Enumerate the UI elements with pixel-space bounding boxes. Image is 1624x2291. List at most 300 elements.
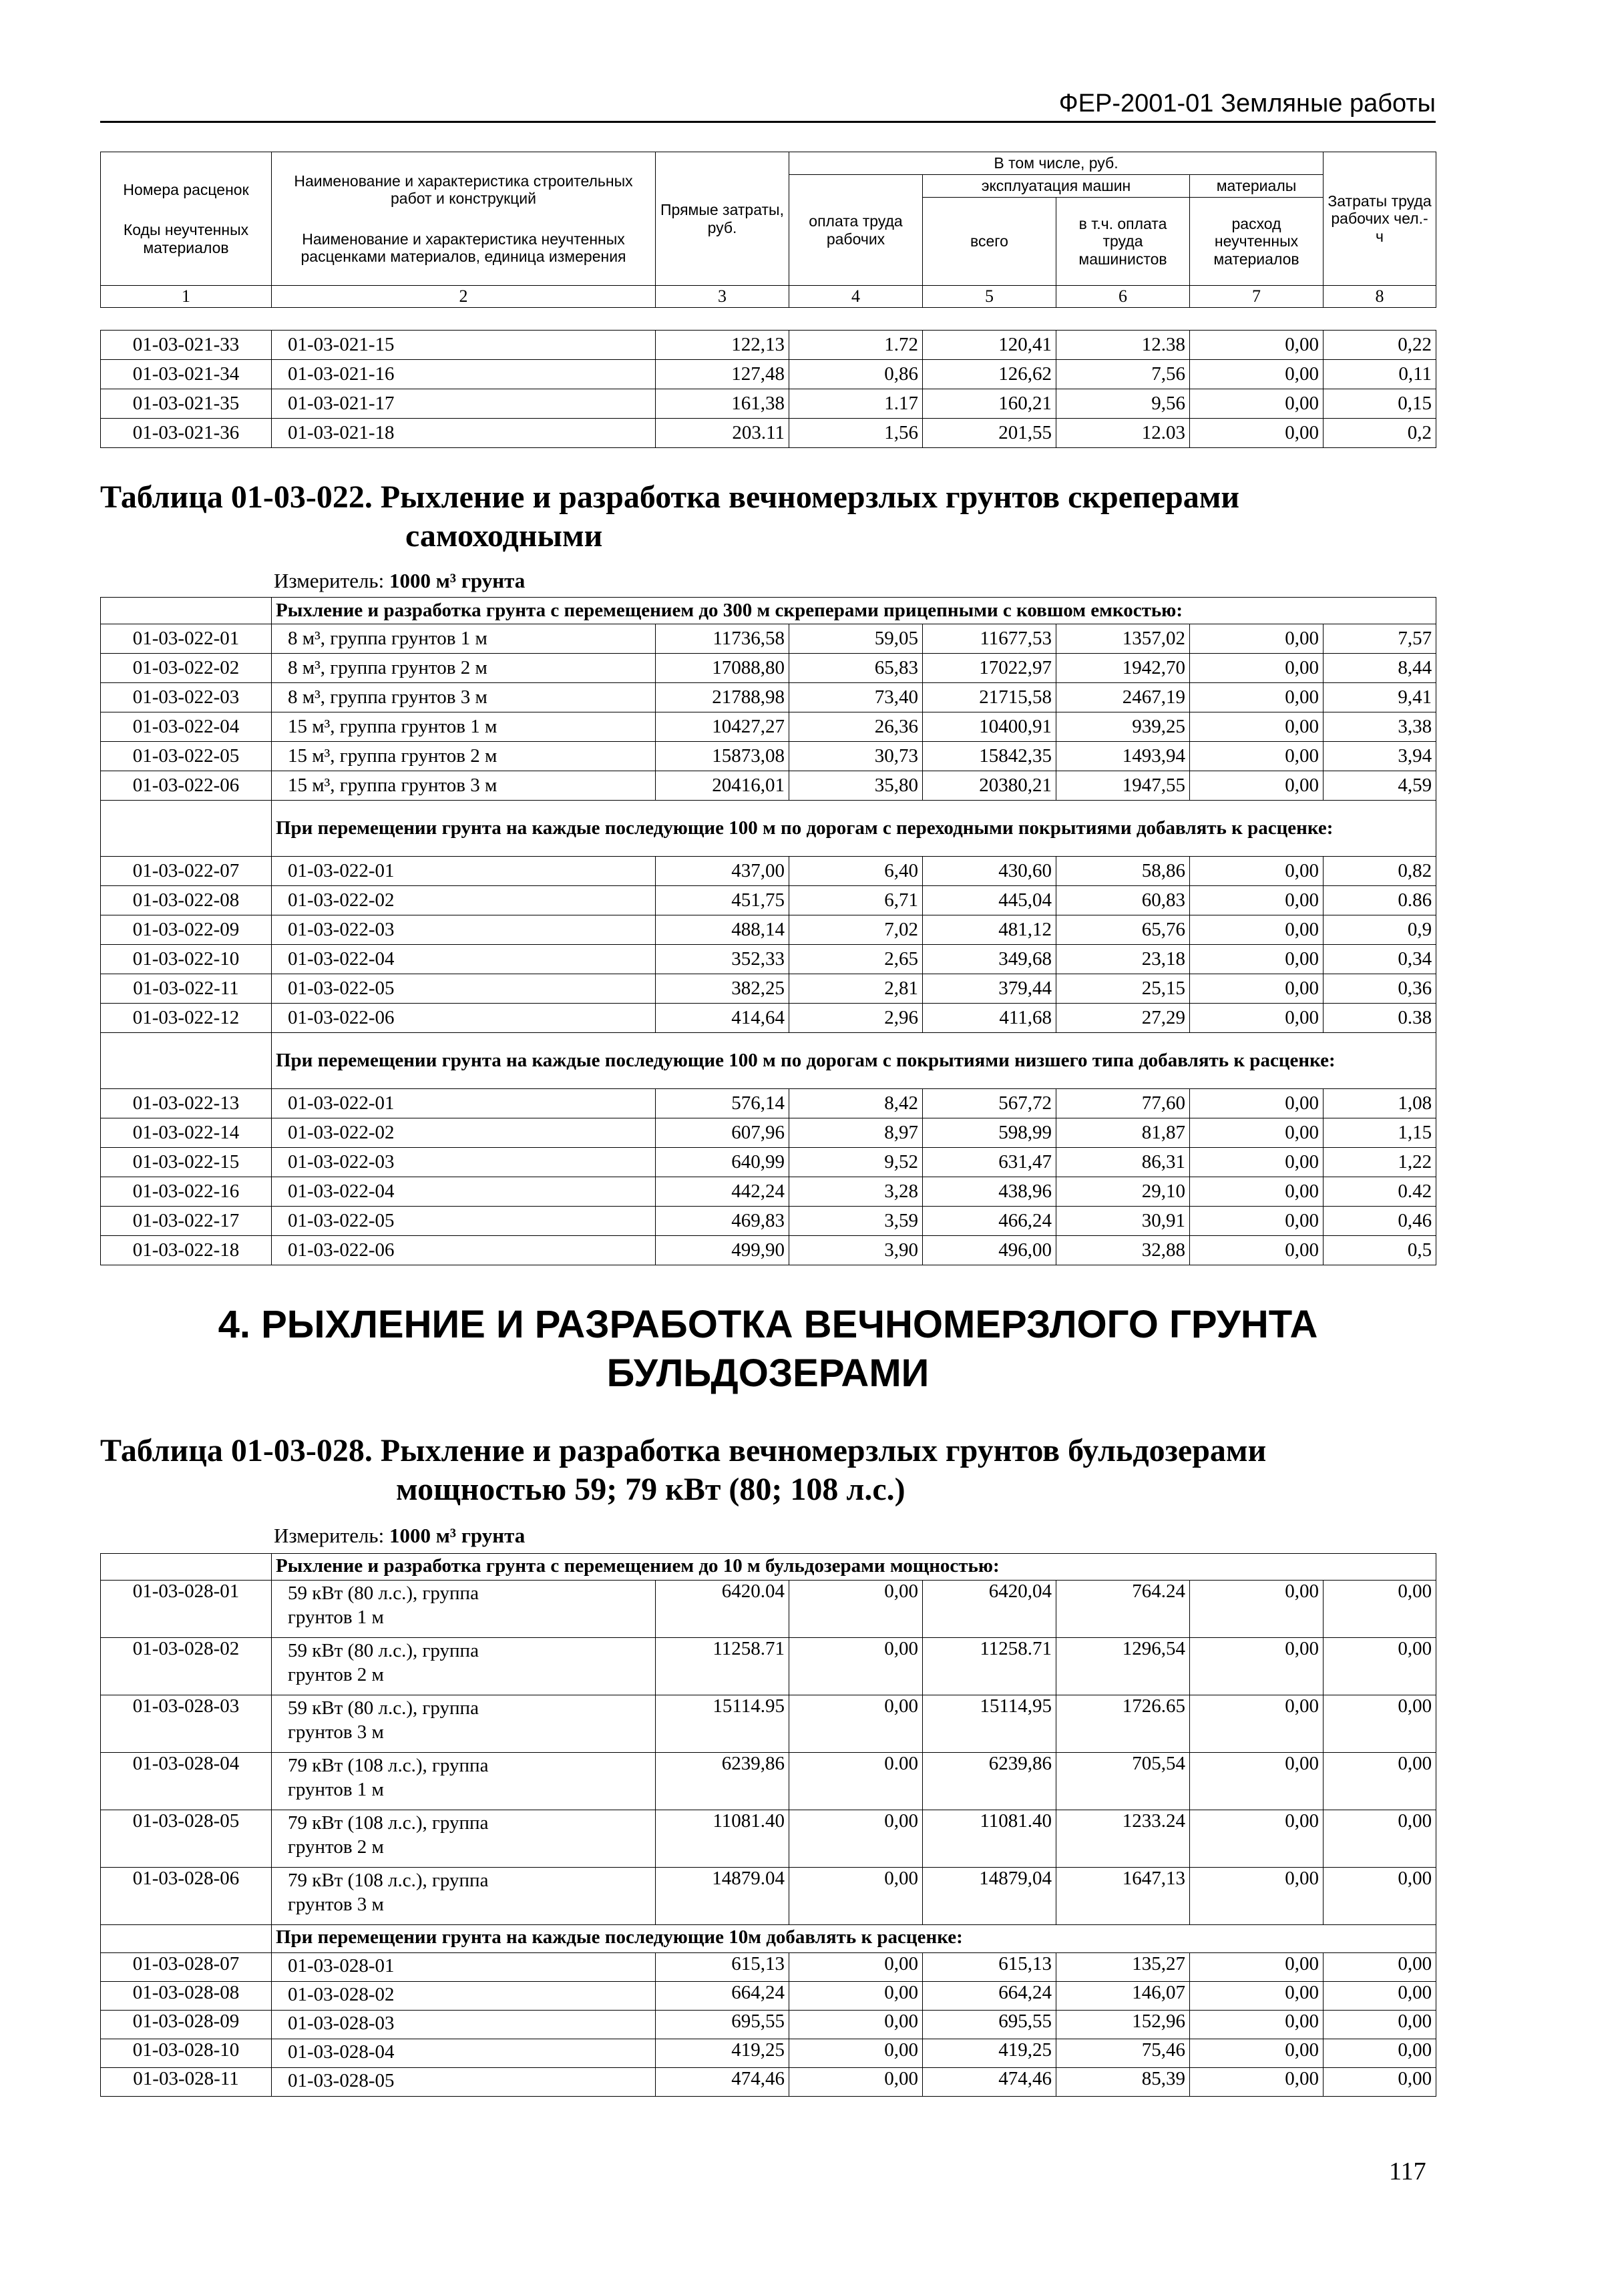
materials-cell: 0,00 <box>1190 360 1324 389</box>
materials-cell: 0,00 <box>1190 712 1324 742</box>
page-number: 117 <box>1389 2157 1426 2185</box>
table-row <box>101 1695 1436 1753</box>
table-row <box>101 654 1436 683</box>
table-022-title: Таблица 01-03-022. Рыхление и разработка вечномерзлых грунтов скреперами самоходными <box>100 479 1240 554</box>
rate-code-cell: 01-03-028-07 <box>101 1953 272 1982</box>
materials-cell: 0,00 <box>1190 654 1324 683</box>
machinists-pay-cell: 9,56 <box>1056 389 1190 419</box>
section-4-heading: 4. РЫХЛЕНИЕ И РАЗРАБОТКА ВЕЧНОМЕРЗЛОГО ГРУНТА БУЛЬДОЗЕРАМИ <box>218 1303 1318 1395</box>
rate-code-cell: 01-03-028-03 <box>101 1695 272 1753</box>
work-name-cell: 59 кВт (80 л.с.), группа грунтов 3 м <box>272 1695 656 1753</box>
labor-hours-cell: 0,22 <box>1324 331 1436 360</box>
column-header-table <box>100 152 1436 308</box>
direct-costs-cell: 127,48 <box>656 360 789 389</box>
header-direct-costs: Прямые затраты, руб. <box>656 152 789 286</box>
materials-cell: 0,00 <box>1190 974 1324 1004</box>
header-machines-total: всего <box>923 198 1056 286</box>
direct-costs-cell: 14879.04 <box>656 1868 789 1925</box>
table-row <box>101 1982 1436 2011</box>
table-row <box>101 1004 1436 1033</box>
machines-total-cell: 14879,04 <box>923 1868 1056 1925</box>
direct-costs-cell: 695,55 <box>656 2011 789 2039</box>
table-022-group-3-heading: При перемещении грунта на каждые последующие 100 м по дорогам с покрытиями низшего типа добавлять к расценке: <box>272 1033 1436 1089</box>
machinists-pay-cell: 77,60 <box>1056 1089 1190 1118</box>
machinists-pay-cell: 764.24 <box>1056 1581 1190 1638</box>
labor-hours-cell: 0,00 <box>1324 2068 1436 2097</box>
labor-hours-cell: 0,00 <box>1324 1695 1436 1753</box>
rate-code-cell: 01-03-028-01 <box>101 1581 272 1638</box>
labor-hours-cell: 0,00 <box>1324 2011 1436 2039</box>
work-name-cell: 01-03-022-03 <box>272 1148 656 1177</box>
materials-cell: 0,00 <box>1190 2011 1324 2039</box>
labor-pay-cell: 26,36 <box>789 712 923 742</box>
direct-costs-cell: 203.11 <box>656 419 789 448</box>
materials-cell: 0,00 <box>1190 389 1324 419</box>
labor-hours-cell: 0,00 <box>1324 1810 1436 1868</box>
rate-code-cell: 01-03-022-10 <box>101 945 272 974</box>
labor-hours-cell: 1,22 <box>1324 1148 1436 1177</box>
materials-cell: 0,00 <box>1190 1638 1324 1695</box>
table-row <box>101 974 1436 1004</box>
labor-pay-cell: 0.00 <box>789 1753 923 1810</box>
labor-pay-cell: 3,59 <box>789 1207 923 1236</box>
machinists-pay-cell: 86,31 <box>1056 1148 1190 1177</box>
direct-costs-cell: 499,90 <box>656 1236 789 1265</box>
materials-cell: 0,00 <box>1190 1004 1324 1033</box>
direct-costs-cell: 15873,08 <box>656 742 789 771</box>
table-row <box>101 1581 1436 1638</box>
work-name-cell: 01-03-022-03 <box>272 915 656 945</box>
header-work-name: Наименование и характеристика строительных работ и конструкций Наименование и характеристика неучтенных расценками материалов, единица измерения <box>272 152 656 286</box>
machines-total-cell: 11677,53 <box>923 624 1056 654</box>
machinists-pay-cell: 1493,94 <box>1056 742 1190 771</box>
labor-hours-cell: 0,46 <box>1324 1207 1436 1236</box>
labor-pay-cell: 0,00 <box>789 1982 923 2011</box>
machines-total-cell: 598,99 <box>923 1118 1056 1148</box>
machines-total-cell: 481,12 <box>923 915 1056 945</box>
labor-hours-cell: 0,00 <box>1324 1953 1436 1982</box>
rate-code-cell: 01-03-028-05 <box>101 1810 272 1868</box>
table-028-measure-unit: Измеритель: 1000 м³ грунта <box>274 1524 526 1547</box>
labor-pay-cell: 0,86 <box>789 360 923 389</box>
machines-total-cell: 11258.71 <box>923 1638 1056 1695</box>
work-name-cell: 59 кВт (80 л.с.), группа грунтов 2 м <box>272 1638 656 1695</box>
machinists-pay-cell: 27,29 <box>1056 1004 1190 1033</box>
materials-cell: 0,00 <box>1190 683 1324 712</box>
direct-costs-cell: 17088,80 <box>656 654 789 683</box>
labor-hours-cell: 0,2 <box>1324 419 1436 448</box>
machines-total-cell: 160,21 <box>923 389 1056 419</box>
materials-cell: 0,00 <box>1190 1148 1324 1177</box>
table-row <box>101 683 1436 712</box>
rate-code-cell: 01-03-021-34 <box>101 360 272 389</box>
header-labor-costs: Затраты труда рабочих чел.-ч <box>1324 152 1436 286</box>
direct-costs-cell: 640,99 <box>656 1148 789 1177</box>
machinists-pay-cell: 1296,54 <box>1056 1638 1190 1695</box>
table-row <box>101 2011 1436 2039</box>
rate-code-cell: 01-03-022-11 <box>101 974 272 1004</box>
table-row <box>101 389 1436 419</box>
machines-total-cell: 17022,97 <box>923 654 1056 683</box>
direct-costs-cell: 352,33 <box>656 945 789 974</box>
work-name-cell: 8 м³, группа грунтов 2 м <box>272 654 656 683</box>
rate-code-cell: 01-03-028-06 <box>101 1868 272 1925</box>
labor-hours-cell: 0,11 <box>1324 360 1436 389</box>
work-name-cell: 01-03-028-01 <box>272 1953 656 1982</box>
table-022-measure-unit: Измеритель: 1000 м³ грунта <box>274 569 526 592</box>
table-row <box>101 712 1436 742</box>
work-name-cell: 01-03-028-02 <box>272 1982 656 2011</box>
machines-total-cell: 379,44 <box>923 974 1056 1004</box>
machinists-pay-cell: 60,83 <box>1056 886 1190 915</box>
machinists-pay-cell: 32,88 <box>1056 1236 1190 1265</box>
materials-cell: 0,00 <box>1190 945 1324 974</box>
machinists-pay-cell: 1357,02 <box>1056 624 1190 654</box>
rate-code-cell: 01-03-028-08 <box>101 1982 272 2011</box>
direct-costs-cell: 469,83 <box>656 1207 789 1236</box>
table-row <box>101 742 1436 771</box>
labor-hours-cell: 0.38 <box>1324 1004 1436 1033</box>
machinists-pay-cell: 25,15 <box>1056 974 1190 1004</box>
labor-pay-cell: 7,02 <box>789 915 923 945</box>
materials-cell: 0,00 <box>1190 742 1324 771</box>
labor-hours-cell: 0,00 <box>1324 1638 1436 1695</box>
rate-code-cell: 01-03-022-14 <box>101 1118 272 1148</box>
table-028 <box>100 1553 1436 2097</box>
machines-total-cell: 664,24 <box>923 1982 1056 2011</box>
work-name-cell: 15 м³, группа грунтов 2 м <box>272 742 656 771</box>
machinists-pay-cell: 85,39 <box>1056 2068 1190 2097</box>
table-row <box>101 624 1436 654</box>
materials-cell: 0,00 <box>1190 1695 1324 1753</box>
labor-hours-cell: 0.42 <box>1324 1177 1436 1207</box>
rate-code-cell: 01-03-022-13 <box>101 1089 272 1118</box>
machinists-pay-cell: 152,96 <box>1056 2011 1190 2039</box>
table-row <box>101 1868 1436 1925</box>
direct-costs-cell: 382,25 <box>656 974 789 1004</box>
table-row <box>101 771 1436 801</box>
machines-total-cell: 411,68 <box>923 1004 1056 1033</box>
materials-cell: 0,00 <box>1190 1982 1324 2011</box>
rate-code-cell: 01-03-022-04 <box>101 712 272 742</box>
labor-pay-cell: 0,00 <box>789 1868 923 1925</box>
table-row <box>101 419 1436 448</box>
work-name-cell: 01-03-022-04 <box>272 945 656 974</box>
rate-code-cell: 01-03-022-03 <box>101 683 272 712</box>
work-name-cell: 79 кВт (108 л.с.), группа грунтов 3 м <box>272 1868 656 1925</box>
table-row <box>101 2039 1436 2068</box>
labor-pay-cell: 0,00 <box>789 1581 923 1638</box>
materials-cell: 0,00 <box>1190 1089 1324 1118</box>
rate-code-cell: 01-03-028-11 <box>101 2068 272 2097</box>
header-including: В том числе, руб. <box>789 152 1324 175</box>
machines-total-cell: 466,24 <box>923 1207 1056 1236</box>
labor-pay-cell: 0,00 <box>789 2011 923 2039</box>
labor-hours-cell: 0,5 <box>1324 1236 1436 1265</box>
labor-hours-cell: 0,36 <box>1324 974 1436 1004</box>
machines-total-cell: 6239,86 <box>923 1753 1056 1810</box>
machines-total-cell: 496,00 <box>923 1236 1056 1265</box>
work-name-cell: 01-03-028-04 <box>272 2039 656 2068</box>
machinists-pay-cell: 1947,55 <box>1056 771 1190 801</box>
machinists-pay-cell: 2467,19 <box>1056 683 1190 712</box>
header-machines: эксплуатация машин <box>923 175 1190 198</box>
direct-costs-cell: 6239,86 <box>656 1753 789 1810</box>
direct-costs-cell: 474,46 <box>656 2068 789 2097</box>
materials-cell: 0,00 <box>1190 1177 1324 1207</box>
rate-code-cell: 01-03-022-05 <box>101 742 272 771</box>
machinists-pay-cell: 1726.65 <box>1056 1695 1190 1753</box>
work-name-cell: 01-03-022-04 <box>272 1177 656 1207</box>
machinists-pay-cell: 23,18 <box>1056 945 1190 974</box>
direct-costs-cell: 11736,58 <box>656 624 789 654</box>
machinists-pay-cell: 135,27 <box>1056 1953 1190 1982</box>
labor-pay-cell: 2,81 <box>789 974 923 1004</box>
work-name-cell: 01-03-028-05 <box>272 2068 656 2097</box>
machines-total-cell: 615,13 <box>923 1953 1056 1982</box>
machines-total-cell: 10400,91 <box>923 712 1056 742</box>
materials-cell: 0,00 <box>1190 1753 1324 1810</box>
rate-code-cell: 01-03-022-09 <box>101 915 272 945</box>
materials-cell: 0,00 <box>1190 886 1324 915</box>
labor-pay-cell: 73,40 <box>789 683 923 712</box>
header-materials-consumption: расход неучтенных материалов <box>1190 198 1324 286</box>
labor-hours-cell: 0,34 <box>1324 945 1436 974</box>
machines-total-cell: 438,96 <box>923 1177 1056 1207</box>
labor-pay-cell: 3,90 <box>789 1236 923 1265</box>
work-name-cell: 59 кВт (80 л.с.), группа грунтов 1 м <box>272 1581 656 1638</box>
header-machinists-pay: в т.ч. оплата труда машинистов <box>1056 198 1190 286</box>
materials-cell: 0,00 <box>1190 1207 1324 1236</box>
direct-costs-cell: 576,14 <box>656 1089 789 1118</box>
labor-pay-cell: 30,73 <box>789 742 923 771</box>
labor-pay-cell: 8,97 <box>789 1118 923 1148</box>
header-materials: материалы <box>1190 175 1324 198</box>
rate-code-cell: 01-03-022-02 <box>101 654 272 683</box>
machines-total-cell: 201,55 <box>923 419 1056 448</box>
labor-hours-cell: 3,94 <box>1324 742 1436 771</box>
rate-code-cell: 01-03-022-07 <box>101 857 272 886</box>
table-row <box>101 331 1436 360</box>
machinists-pay-cell: 30,91 <box>1056 1207 1190 1236</box>
labor-hours-cell: 7,57 <box>1324 624 1436 654</box>
materials-cell: 0,00 <box>1190 857 1324 886</box>
labor-hours-cell: 0,15 <box>1324 389 1436 419</box>
materials-cell: 0,00 <box>1190 1118 1324 1148</box>
direct-costs-cell: 161,38 <box>656 389 789 419</box>
materials-cell: 0,00 <box>1190 331 1324 360</box>
machines-total-cell: 120,41 <box>923 331 1056 360</box>
table-022 <box>100 597 1436 1265</box>
machines-total-cell: 126,62 <box>923 360 1056 389</box>
labor-pay-cell: 65,83 <box>789 654 923 683</box>
table-row <box>101 1089 1436 1118</box>
work-name-cell: 01-03-021-16 <box>272 360 656 389</box>
labor-hours-cell: 0,82 <box>1324 857 1436 886</box>
labor-hours-cell: 0.86 <box>1324 886 1436 915</box>
table-row <box>101 1638 1436 1695</box>
machinists-pay-cell: 58,86 <box>1056 857 1190 886</box>
rate-code-cell: 01-03-022-12 <box>101 1004 272 1033</box>
work-name-cell: 01-03-021-17 <box>272 389 656 419</box>
labor-pay-cell: 2,65 <box>789 945 923 974</box>
labor-pay-cell: 59,05 <box>789 624 923 654</box>
work-name-cell: 01-03-022-05 <box>272 1207 656 1236</box>
table-row <box>101 945 1436 974</box>
materials-cell: 0,00 <box>1190 1581 1324 1638</box>
machinists-pay-cell: 705,54 <box>1056 1753 1190 1810</box>
machinists-pay-cell: 29,10 <box>1056 1177 1190 1207</box>
table-021-continued <box>100 330 1436 448</box>
machines-total-cell: 20380,21 <box>923 771 1056 801</box>
table-028-group-1-heading: Рыхление и разработка грунта с перемещением до 10 м бульдозерами мощностью: <box>272 1554 1436 1581</box>
rate-code-cell: 01-03-022-06 <box>101 771 272 801</box>
work-name-cell: 15 м³, группа грунтов 1 м <box>272 712 656 742</box>
work-name-cell: 01-03-022-02 <box>272 886 656 915</box>
direct-costs-cell: 10427,27 <box>656 712 789 742</box>
machines-total-cell: 15114,95 <box>923 1695 1056 1753</box>
labor-pay-cell: 0,00 <box>789 1810 923 1868</box>
labor-pay-cell: 2,96 <box>789 1004 923 1033</box>
labor-pay-cell: 35,80 <box>789 771 923 801</box>
direct-costs-cell: 442,24 <box>656 1177 789 1207</box>
work-name-cell: 01-03-022-06 <box>272 1004 656 1033</box>
labor-hours-cell: 0,00 <box>1324 1982 1436 2011</box>
machines-total-cell: 695,55 <box>923 2011 1056 2039</box>
machines-total-cell: 631,47 <box>923 1148 1056 1177</box>
work-name-cell: 01-03-021-15 <box>272 331 656 360</box>
materials-cell: 0,00 <box>1190 1236 1324 1265</box>
machinists-pay-cell: 146,07 <box>1056 1982 1190 2011</box>
materials-cell: 0,00 <box>1190 419 1324 448</box>
table-row <box>101 1177 1436 1207</box>
rate-code-cell: 01-03-021-36 <box>101 419 272 448</box>
labor-hours-cell: 0,00 <box>1324 1581 1436 1638</box>
work-name-cell: 8 м³, группа грунтов 1 м <box>272 624 656 654</box>
machinists-pay-cell: 1233.24 <box>1056 1810 1190 1868</box>
direct-costs-cell: 437,00 <box>656 857 789 886</box>
rate-code-cell: 01-03-021-33 <box>101 331 272 360</box>
work-name-cell: 01-03-022-06 <box>272 1236 656 1265</box>
work-name-cell: 8 м³, группа грунтов 3 м <box>272 683 656 712</box>
table-row <box>101 2068 1436 2097</box>
direct-costs-cell: 11258.71 <box>656 1638 789 1695</box>
materials-cell: 0,00 <box>1190 2068 1324 2097</box>
rate-code-cell: 01-03-022-16 <box>101 1177 272 1207</box>
materials-cell: 0,00 <box>1190 1810 1324 1868</box>
labor-pay-cell: 0,00 <box>789 1695 923 1753</box>
running-header: ФЕР-2001-01 Земляные работы <box>100 89 1436 123</box>
rate-code-cell: 01-03-022-15 <box>101 1148 272 1177</box>
table-row <box>101 1148 1436 1177</box>
machinists-pay-cell: 81,87 <box>1056 1118 1190 1148</box>
header-rate-codes: Номера расценок Коды неучтенных материалов <box>101 152 272 286</box>
machines-total-cell: 445,04 <box>923 886 1056 915</box>
labor-hours-cell: 8,44 <box>1324 654 1436 683</box>
table-row <box>101 857 1436 886</box>
labor-hours-cell: 0,00 <box>1324 1753 1436 1810</box>
materials-cell: 0,00 <box>1190 1868 1324 1925</box>
direct-costs-cell: 15114.95 <box>656 1695 789 1753</box>
machinists-pay-cell: 65,76 <box>1056 915 1190 945</box>
table-022-group-1-heading: Рыхление и разработка грунта с перемещением до 300 м скреперами прицепными с ковшом емкостью: <box>272 598 1436 624</box>
labor-pay-cell: 3,28 <box>789 1177 923 1207</box>
labor-pay-cell: 1.72 <box>789 331 923 360</box>
work-name-cell: 01-03-022-01 <box>272 1089 656 1118</box>
work-name-cell: 01-03-028-03 <box>272 2011 656 2039</box>
work-name-cell: 01-03-022-01 <box>272 857 656 886</box>
table-row <box>101 1753 1436 1810</box>
machinists-pay-cell: 12.38 <box>1056 331 1190 360</box>
machines-total-cell: 430,60 <box>923 857 1056 886</box>
machinists-pay-cell: 7,56 <box>1056 360 1190 389</box>
machinists-pay-cell: 75,46 <box>1056 2039 1190 2068</box>
labor-pay-cell: 1,56 <box>789 419 923 448</box>
machinists-pay-cell: 1942,70 <box>1056 654 1190 683</box>
table-row <box>101 1207 1436 1236</box>
table-022-group-2-heading: При перемещении грунта на каждые последующие 100 м по дорогам с переходными покрытиями добавлять к расценке: <box>272 801 1436 857</box>
labor-hours-cell: 4,59 <box>1324 771 1436 801</box>
table-row <box>101 915 1436 945</box>
labor-pay-cell: 6,71 <box>789 886 923 915</box>
work-name-cell: 01-03-022-05 <box>272 974 656 1004</box>
machines-total-cell: 6420,04 <box>923 1581 1056 1638</box>
table-028-title: Таблица 01-03-028. Рыхление и разработка вечномерзлых грунтов бульдозерами мощностью 59; 79 кВт (80; 108 л.с.) <box>100 1433 1267 1507</box>
rate-code-cell: 01-03-028-09 <box>101 2011 272 2039</box>
labor-hours-cell: 3,38 <box>1324 712 1436 742</box>
direct-costs-cell: 414,64 <box>656 1004 789 1033</box>
work-name-cell: 01-03-022-02 <box>272 1118 656 1148</box>
machines-total-cell: 11081.40 <box>923 1810 1056 1868</box>
table-028-group-2-heading: При перемещении грунта на каждые последующие 10м добавлять к расценке: <box>272 1925 1436 1953</box>
labor-pay-cell: 0,00 <box>789 1953 923 1982</box>
direct-costs-cell: 664,24 <box>656 1982 789 2011</box>
table-row <box>101 1236 1436 1265</box>
materials-cell: 0,00 <box>1190 771 1324 801</box>
direct-costs-cell: 488,14 <box>656 915 789 945</box>
materials-cell: 0,00 <box>1190 1953 1324 1982</box>
materials-cell: 0,00 <box>1190 624 1324 654</box>
work-name-cell: 01-03-021-18 <box>272 419 656 448</box>
rate-code-cell: 01-03-022-17 <box>101 1207 272 1236</box>
labor-hours-cell: 1,08 <box>1324 1089 1436 1118</box>
table-row <box>101 886 1436 915</box>
labor-pay-cell: 1.17 <box>789 389 923 419</box>
labor-hours-cell: 9,41 <box>1324 683 1436 712</box>
machines-total-cell: 474,46 <box>923 2068 1056 2097</box>
labor-hours-cell: 0,9 <box>1324 915 1436 945</box>
table-row <box>101 1953 1436 1982</box>
labor-hours-cell: 0,00 <box>1324 2039 1436 2068</box>
materials-cell: 0,00 <box>1190 2039 1324 2068</box>
table-row <box>101 1810 1436 1868</box>
rate-code-cell: 01-03-028-10 <box>101 2039 272 2068</box>
labor-pay-cell: 8,42 <box>789 1089 923 1118</box>
header-labor-pay: оплата труда рабочих <box>789 175 923 286</box>
rate-code-cell: 01-03-022-01 <box>101 624 272 654</box>
labor-pay-cell: 0,00 <box>789 1638 923 1695</box>
table-row <box>101 360 1436 389</box>
labor-pay-cell: 0,00 <box>789 2039 923 2068</box>
rate-code-cell: 01-03-022-18 <box>101 1236 272 1265</box>
machinists-pay-cell: 939,25 <box>1056 712 1190 742</box>
direct-costs-cell: 21788,98 <box>656 683 789 712</box>
machines-total-cell: 419,25 <box>923 2039 1056 2068</box>
work-name-cell: 79 кВт (108 л.с.), группа грунтов 2 м <box>272 1810 656 1868</box>
machines-total-cell: 349,68 <box>923 945 1056 974</box>
table-row <box>101 1118 1436 1148</box>
direct-costs-cell: 6420.04 <box>656 1581 789 1638</box>
